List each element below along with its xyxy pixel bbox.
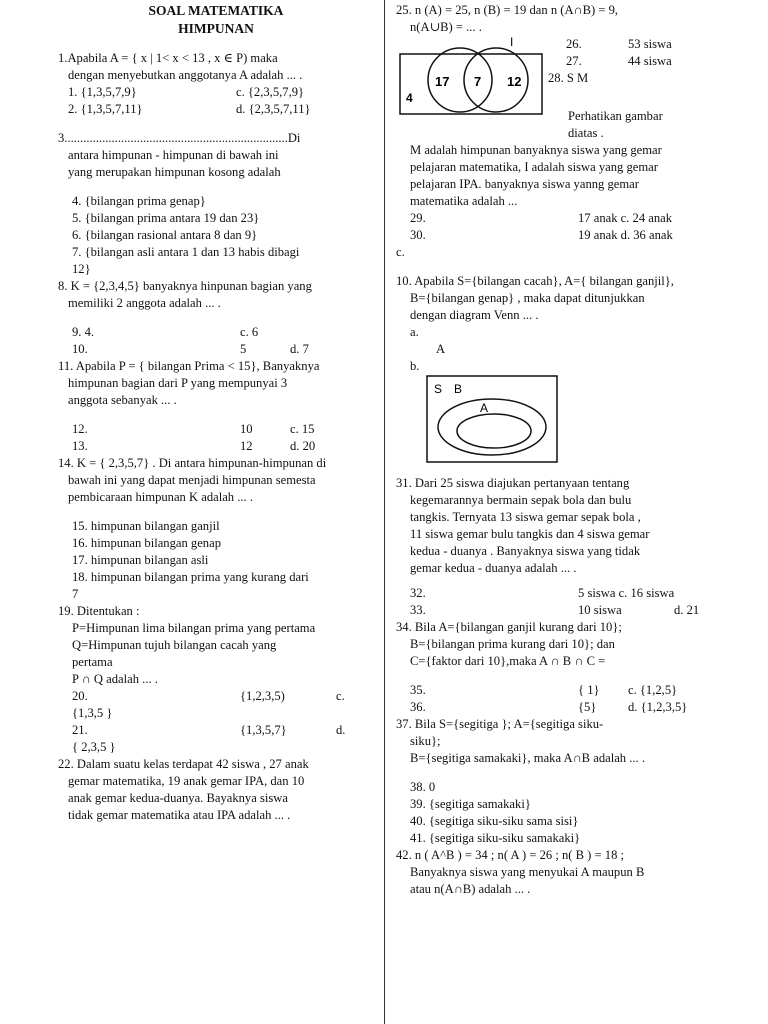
set-a-label: A	[480, 401, 489, 415]
venn-value: 4	[406, 91, 413, 105]
page-title: SOAL MATEMATIKA	[148, 3, 284, 18]
question-stem: 34. Bila A={bilangan ganjil kurang dari 10};	[396, 620, 622, 634]
question-14	[58, 455, 374, 603]
question-stem: pembicaraan himpunan K adalah ... .	[68, 490, 253, 504]
option: 9. 4.	[72, 325, 95, 339]
option: 4. {bilangan prima genap}	[72, 194, 206, 208]
option: 5. {bilangan prima antara 19 dan 23}	[72, 211, 260, 225]
question-stem: 1.Apabila A = { x | 1< x < 13 , x ∈ P) maka	[58, 51, 278, 65]
option: 10 siswa	[578, 603, 622, 617]
option: 38. 0	[410, 780, 436, 794]
option: 7	[72, 587, 79, 601]
question-stem: 19. Ditentukan :	[58, 604, 140, 618]
question-line: Banyaknya siswa yang menyukai A maupun B	[410, 865, 645, 879]
question-stem: dengan diagram Venn ... .	[410, 308, 539, 322]
option-b: b.	[410, 359, 420, 373]
option: d.	[336, 723, 346, 737]
question-line: kegemarannya bermain sepak bola dan bulu	[410, 493, 632, 507]
question-line: tangkis. Ternyata 13 siswa gemar sepak bola ,	[410, 510, 641, 524]
option: 18. himpunan bilangan prima yang kurang dari	[72, 570, 309, 584]
option: 16. himpunan bilangan genap	[72, 536, 221, 550]
question-line: P ∩ Q adalah ... .	[72, 672, 158, 686]
question-line: gemar kedua - duanya adalah ... .	[410, 561, 577, 575]
question-stem: 37. Bila S={segitiga }; A={segitiga siku-	[396, 717, 604, 731]
option: 6. {bilangan rasional antara 8 dan 9}	[72, 228, 258, 242]
question-stem: yang merupakan himpunan kosong adalah	[68, 165, 281, 179]
option: 2. {1,3,5,7,11}	[68, 102, 143, 116]
question-stem: n(A∪B) = ... .	[410, 20, 482, 34]
question-line: atau n(A∩B) adalah ... .	[410, 882, 531, 896]
option: {1,2,3,5)	[240, 689, 285, 703]
option: 29.	[410, 211, 426, 225]
page-subtitle: HIMPUNAN	[178, 21, 254, 36]
option: 15. himpunan bilangan ganjil	[72, 519, 220, 533]
question-11	[58, 358, 374, 455]
question-line: C={faktor dari 10},maka A ∩ B ∩ C =	[410, 654, 606, 668]
option: 35.	[410, 683, 426, 697]
option: { 1}	[578, 683, 600, 697]
question-stem: 3.......................................................................Di	[58, 131, 301, 145]
option: 44 siswa	[628, 54, 672, 68]
question-stem: 42. n ( A^B ) = 34 ; n( A ) = 26 ; n( B ) = 18 ;	[396, 848, 625, 862]
option: c.	[336, 689, 345, 703]
question-stem: memiliki 2 anggota adalah ... .	[68, 296, 221, 310]
question-stem: himpunan bagian dari P yang mempunyai 3	[68, 376, 288, 390]
question-line: Q=Himpunan tujuh bilangan cacah yang	[72, 638, 277, 652]
question-stem: 31. Dari 25 siswa diajukan pertanyaan tentang	[396, 476, 630, 490]
left-column	[58, 2, 374, 824]
option: {5}	[578, 700, 597, 714]
option: 36.	[410, 700, 426, 714]
question-34	[396, 619, 714, 716]
option: 10.	[72, 342, 88, 356]
option: 53 siswa	[628, 37, 672, 51]
question-19	[58, 603, 374, 756]
option: {1,3,5 }	[72, 706, 113, 720]
option: 39. {segitiga samakaki}	[410, 797, 531, 811]
option: 26.	[566, 37, 582, 51]
question-stem: bawah ini yang dapat menjadi himpunan semesta	[68, 473, 316, 487]
option: 21.	[72, 723, 88, 737]
option: 33.	[410, 603, 426, 617]
question-line: tidak gemar matematika atau IPA adalah ... .	[68, 808, 291, 822]
question-line: kedua - duanya . Banyaknya siswa yang tidak	[410, 544, 641, 558]
question-line: B={segitiga samakaki}, maka A∩B adalah ... .	[410, 751, 645, 765]
set-b-label: B	[454, 382, 463, 396]
venn-diagram-ipa-matematika	[398, 36, 548, 116]
option: c. {1,2,5}	[628, 683, 678, 697]
venn-value: 12	[507, 74, 522, 89]
venn-diagram-option-b	[426, 375, 558, 463]
option: 13.	[72, 439, 88, 453]
option: 7. {bilangan asli antara 1 dan 13 habis dibagi	[72, 245, 300, 259]
option: 41. {segitiga siku-siku samakaki}	[410, 831, 581, 845]
question-line: matematika adalah ...	[410, 194, 518, 208]
question-stem: 11. Apabila P = { bilangan Prima < 15}, Banyaknya	[58, 359, 320, 373]
option: { 2,3,5 }	[72, 740, 116, 754]
question-stem: dengan menyebutkan anggotanya A adalah ... .	[68, 68, 303, 82]
question-42	[396, 847, 714, 898]
option: {1,3,5,7}	[240, 723, 287, 737]
option: 5	[240, 342, 247, 356]
option: c.	[396, 245, 405, 259]
venn-value: 7	[474, 74, 482, 89]
option: d. {2,3,5,7,11}	[236, 102, 311, 116]
note: Perhatikan gambar	[568, 109, 663, 123]
set-s-label: S	[434, 382, 443, 396]
question-line: B={bilangan prima kurang dari 10}; dan	[410, 637, 615, 651]
question-stem: 14. K = { 2,3,5,7} . Di antara himpunan-himpunan di	[58, 456, 327, 470]
option: c. 15	[290, 422, 315, 436]
question-stem: 10. Apabila S={bilangan cacah}, A={ bilangan ganjil},	[396, 274, 674, 288]
question-stem: 22. Dalam suatu kelas terdapat 42 siswa , 27 anak	[58, 757, 309, 771]
question-stem: antara himpunan - himpunan di bawah ini	[68, 148, 279, 162]
question-8	[58, 278, 374, 358]
question-stem: 25. n (A) = 25, n (B) = 19 dan n (A∩B) = 9,	[396, 3, 619, 17]
question-22	[58, 756, 374, 824]
question-stem: B={bilangan genap} , maka dapat ditunjukkan	[410, 291, 645, 305]
option: 40. {segitiga siku-siku sama sisi}	[410, 814, 579, 828]
universal-set-box	[427, 376, 557, 462]
right-column	[396, 2, 714, 898]
question-31	[396, 475, 714, 619]
note: diatas .	[568, 126, 604, 140]
column-divider	[384, 0, 385, 1024]
question-line: pertama	[72, 655, 113, 669]
option: 17. himpunan bilangan asli	[72, 553, 209, 567]
question-line: siku};	[410, 734, 441, 748]
question-stem: 8. K = {2,3,4,5} banyaknya hinpunan bagian yang	[58, 279, 312, 293]
question-28: 28. S M	[548, 71, 589, 85]
option: 1. {1,3,5,7,9}	[68, 85, 137, 99]
question-line: 11 siswa gemar bulu tangkis dan 4 siswa gemar	[410, 527, 650, 541]
question-37	[396, 716, 714, 847]
option: 32.	[410, 586, 426, 600]
option: 12.	[72, 422, 88, 436]
option: 30.	[410, 228, 426, 242]
option: c. 6	[240, 325, 259, 339]
option: 19 anak d. 36 anak	[578, 228, 673, 242]
question-line: pelajaran IPA. banyaknya siswa yanng gemar	[410, 177, 639, 191]
option: d. 7	[290, 342, 309, 356]
option-a: a.	[410, 325, 419, 339]
question-10	[396, 273, 714, 463]
option: d. 20	[290, 439, 316, 453]
option: d. 21	[674, 603, 700, 617]
question-stem: anggota sebanyak ... .	[68, 393, 177, 407]
question-3	[58, 130, 374, 278]
option: 27.	[566, 54, 582, 68]
question-line: gemar matematika, 19 anak gemar IPA, dan 10	[68, 774, 305, 788]
option: 10	[240, 422, 253, 436]
option: 12}	[72, 262, 91, 276]
option: 12	[240, 439, 253, 453]
question-line: anak gemar kedua-duanya. Bayaknya siswa	[68, 791, 288, 805]
question-line: P=Himpunan lima bilangan prima yang pertama	[72, 621, 316, 635]
option: 17 anak c. 24 anak	[578, 211, 673, 225]
option: d. {1,2,3,5}	[628, 700, 688, 714]
option: 5 siswa c. 16 siswa	[578, 586, 675, 600]
question-1	[58, 50, 374, 118]
venn-value: 17	[435, 74, 450, 89]
question-line: M adalah himpunan banyaknya siswa yang gemar	[410, 143, 662, 157]
option-a-label: A	[436, 342, 446, 356]
set-a-ellipse	[457, 414, 531, 448]
option: 20.	[72, 689, 88, 703]
question-25	[396, 2, 714, 261]
option: c. {2,3,5,7,9}	[236, 85, 305, 99]
question-line: pelajaran matematika, I adalah siswa yang gemar	[410, 160, 658, 174]
set-i-label: I	[510, 36, 514, 49]
